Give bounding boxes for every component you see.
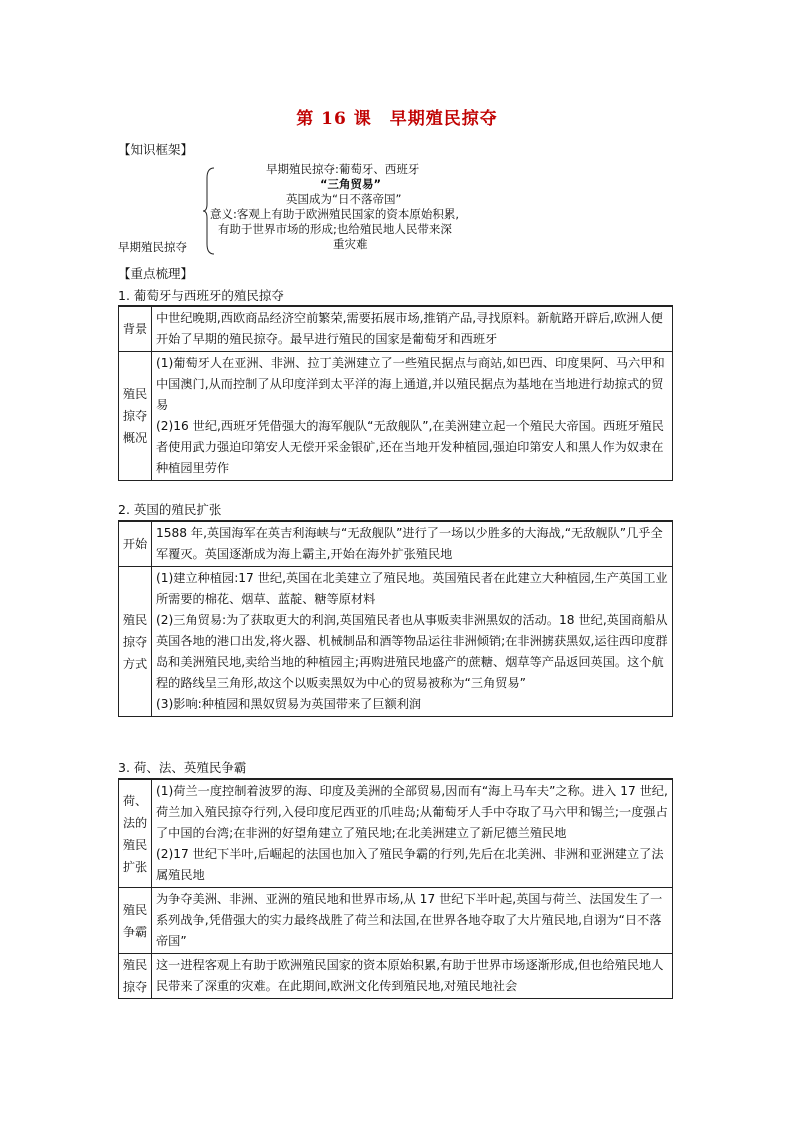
row-label: 背景 bbox=[119, 306, 152, 352]
row-text: 1588 年,英国海军在英吉利海峡与“无敌舰队”进行了一场以少胜多的大海战,“无敌舰队”几乎全军覆灭。英国逐渐成为海上霸主,开始在海外扩张殖民地 bbox=[152, 521, 673, 567]
framework-line: 英国成为“日不落帝国” bbox=[286, 192, 402, 206]
row-text: 这一进程客观上有助于欧洲殖民国家的资本原始积累,有助于世界市场逐渐形成,但也给殖民地人民带来了深重的灾难。在此期间,欧洲文化传到殖民地,对殖民地社会 bbox=[152, 954, 673, 999]
row-label: 殖民掠夺概况 bbox=[119, 352, 152, 481]
row-paragraph: (2)16 世纪,西班牙凭借强大的海军舰队“无敌舰队”,在美洲建立起一个殖民大帝国。西班牙殖民者使用武力强迫印第安人无偿开采金银矿,还在当地开发种植园,强迫印第安人和黑人作为奴隶在种植园里劳作 bbox=[156, 419, 664, 475]
row-label: 荷、法的殖民扩张 bbox=[119, 779, 152, 888]
framework-line: “三角贸易” bbox=[320, 177, 382, 191]
row-label: 殖民掠夺 bbox=[119, 954, 152, 999]
page-title: 第 16 课 早期殖民掠夺 bbox=[296, 109, 498, 129]
row-label: 殖民掠夺方式 bbox=[119, 567, 152, 717]
framework-root: 早期殖民掠夺 bbox=[118, 240, 187, 254]
framework-line: 有助于世界市场的形成;也给殖民地人民带来深 bbox=[218, 222, 452, 236]
knowledge-framework bbox=[118, 162, 518, 258]
framework-line: 早期殖民掠夺:葡萄牙、西班牙 bbox=[266, 162, 420, 176]
row-text: 中世纪晚期,西欧商品经济空前繁荣,需要拓展市场,推销产品,寻找原料。新航路开辟后,欧洲人便开始了早期的殖民掠夺。最早进行殖民的国家是葡萄牙和西班牙 bbox=[152, 306, 673, 352]
section-table bbox=[118, 305, 673, 481]
row-text bbox=[152, 352, 673, 481]
framework-heading: 【知识框架】 bbox=[118, 142, 194, 157]
row-paragraph: (1)荷兰一度控制着波罗的海、印度及美洲的全部贸易,因而有“海上马车夫”之称。进入 17 世纪,荷兰加入殖民掠夺行列,入侵印度尼西亚的爪哇岛;从葡萄牙人手中夺取了马六甲和锡兰;一度强占了中国的台湾;在非洲的好望角建立了殖民地;在北美洲建立了新尼德兰殖民地 bbox=[156, 784, 668, 840]
row-label: 殖民争霸 bbox=[119, 888, 152, 954]
framework-line: 意义:客观上有助于欧洲殖民国家的资本原始积累, bbox=[210, 207, 460, 221]
framework-line: 重灾难 bbox=[333, 237, 368, 251]
row-text: 为争夺美洲、非洲、亚洲的殖民地和世界市场,从 17 世纪下半叶起,英国与荷兰、法国发生了一系列战争,凭借强大的实力最终战胜了荷兰和法国,在世界各地夺取了大片殖民地,自诩为“日不落帝国” bbox=[152, 888, 673, 954]
section-heading: 2. 英国的殖民扩张 bbox=[118, 502, 222, 517]
row-text bbox=[152, 779, 673, 888]
row-paragraph: (1)建立种植园:17 世纪,英国在北美建立了殖民地。英国殖民者在此建立大种植园,生产英国工业所需要的棉花、烟草、蓝靛、糖等原材料 bbox=[156, 571, 668, 606]
row-paragraph: (2)17 世纪下半叶,后崛起的法国也加入了殖民争霸的行列,先后在北美洲、非洲和亚洲建立了法属殖民地 bbox=[156, 847, 664, 882]
row-paragraph: (1)葡萄牙人在亚洲、非洲、拉丁美洲建立了一些殖民据点与商站,如巴西、印度果阿、马六甲和中国澳门,从而控制了从印度洋到太平洋的海上通道,并以殖民据点为基地在当地进行劫掠式的贸易 bbox=[156, 356, 665, 412]
section-table bbox=[118, 520, 673, 717]
key-points-heading: 【重点梳理】 bbox=[118, 266, 194, 281]
section-heading: 3. 荷、法、英殖民争霸 bbox=[118, 760, 247, 775]
row-paragraph: (3)影响:种植园和黑奴贸易为英国带来了巨额利润 bbox=[156, 697, 422, 711]
row-text bbox=[152, 567, 673, 717]
row-label: 开始 bbox=[119, 521, 152, 567]
row-paragraph: (2)三角贸易:为了获取更大的利润,英国殖民者也从事贩卖非洲黑奴的活动。18 世纪,英国商船从英国各地的港口出发,将火器、机械制品和酒等物品运往非洲倾销;在非洲掳获黑奴,运往西印度群岛和美洲殖民地,卖给当地的种植园主;再购进殖民地盛产的蔗糖、烟草等产品返回英国。这个航程的路线呈三角形,故这个以贩卖黑奴为中心的贸易被称为“三角贸易” bbox=[156, 613, 668, 690]
section-table bbox=[118, 778, 673, 999]
section-heading: 1. 葡萄牙与西班牙的殖民掠夺 bbox=[118, 288, 284, 303]
